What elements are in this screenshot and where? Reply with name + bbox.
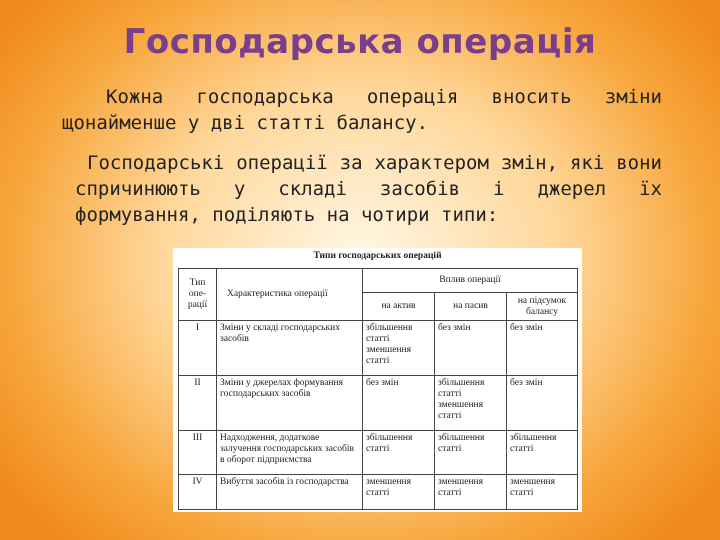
row-type: I xyxy=(179,320,217,375)
paragraph-1: Кожна господарська операція вносить зміни щонайменше у дві статті балансу. xyxy=(62,86,662,134)
table-row xyxy=(179,430,578,475)
table-row xyxy=(179,375,578,430)
row-type: III xyxy=(179,430,217,475)
table-row xyxy=(179,320,578,375)
header-on-total: на підсумок балансу xyxy=(507,293,578,320)
row-characteristic: Надходження, додаткове залучення господарських засобів в оборот підприємства xyxy=(217,430,363,475)
row-liabilities: збільшення статті xyxy=(435,430,507,475)
row-characteristic: Зміни у складі господарських засобів xyxy=(217,320,363,375)
row-characteristic: Зміни у джерелах формування господарських засобів xyxy=(217,375,363,430)
row-type: IV xyxy=(179,475,217,510)
row-characteristic: Вибуття засобів із господарства xyxy=(217,475,363,510)
row-assets: зменшення статті xyxy=(363,475,435,510)
row-total: без змін xyxy=(507,375,578,430)
row-total: зменшення статті xyxy=(507,475,578,510)
header-type: Тип опе-рації xyxy=(179,269,217,321)
table-row xyxy=(179,475,578,510)
table-caption: Типи господарських операцій xyxy=(313,251,442,261)
row-liabilities: збільшення статті зменшення статті xyxy=(435,375,507,430)
table-header-row xyxy=(179,269,578,293)
paragraph-2: Господарські операції за характером змін, які вони спричинюють у складі засобів і джерел їх формування, поділяють на чотири типи: xyxy=(75,152,662,226)
row-liabilities: зменшення статті xyxy=(435,475,507,510)
row-assets: збільшення статті xyxy=(363,430,435,475)
row-total: збільшення статті xyxy=(507,430,578,475)
slide-title: Господарська операція xyxy=(123,22,597,62)
row-assets: без змін xyxy=(363,375,435,430)
row-liabilities: без змін xyxy=(435,320,507,375)
row-total: без змін xyxy=(507,320,578,375)
header-on-assets: на актив xyxy=(363,293,435,320)
row-assets: збільшення статті зменшення статті xyxy=(363,320,435,375)
operations-table xyxy=(178,268,578,510)
header-on-liabilities: на пасив xyxy=(435,293,507,320)
header-influence: Вплив операції xyxy=(363,269,578,293)
operations-table-image xyxy=(173,248,582,512)
row-type: II xyxy=(179,375,217,430)
header-characteristic: Характеристика операції xyxy=(217,269,363,321)
